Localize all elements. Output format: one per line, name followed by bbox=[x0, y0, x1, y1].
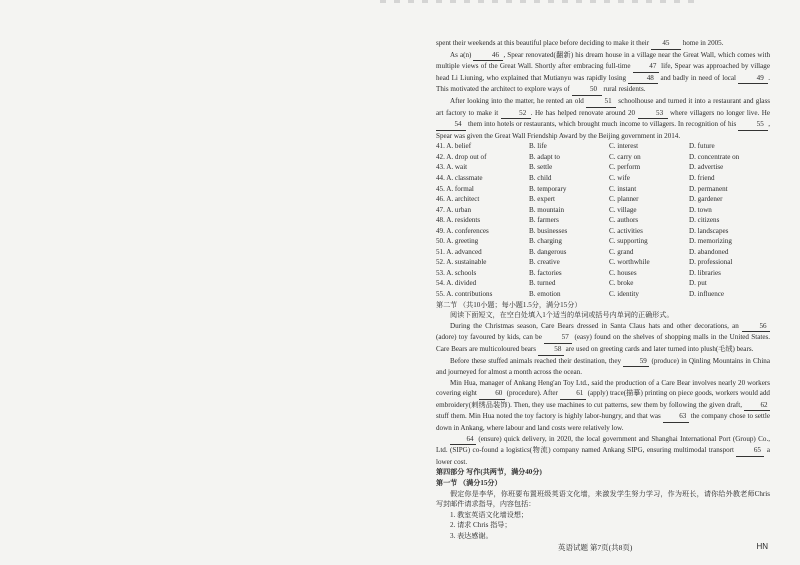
option-c: C. identity bbox=[609, 290, 639, 298]
option-row bbox=[436, 194, 770, 205]
option-row bbox=[436, 152, 770, 163]
blank-60: 60 bbox=[479, 388, 505, 400]
option-row bbox=[436, 184, 770, 195]
option-a: 49. A. conferences bbox=[436, 226, 489, 235]
blank-55: 55 bbox=[738, 119, 768, 131]
blank-54: 54 bbox=[436, 119, 466, 131]
option-a: 51. A. advanced bbox=[436, 247, 482, 256]
option-d: D. concentrate on bbox=[689, 152, 740, 161]
option-d: D. memorizing bbox=[689, 237, 732, 246]
text: . He has helped renovate around 20 bbox=[530, 108, 636, 117]
text: As a(n) bbox=[450, 50, 472, 59]
text: (ensure) quick delivery, in 2020, the local government and Shanghai International Port (Group) Co., Ltd. (SIPG) co-found a logistics(物流) company named Ankang SIPG, ensuring multimodal transport bbox=[436, 434, 770, 455]
option-b: B. turned bbox=[529, 279, 556, 288]
option-row bbox=[436, 162, 770, 173]
text: and badly in need of local bbox=[660, 73, 737, 82]
blank-47: 47 bbox=[633, 61, 659, 73]
option-c: C. grand bbox=[609, 247, 634, 256]
option-d: D. friend bbox=[689, 173, 715, 182]
option-b: B. expert bbox=[529, 195, 556, 204]
option-b: B. charging bbox=[529, 237, 562, 246]
option-a: 42. A. drop out of bbox=[436, 152, 487, 161]
option-b: B. temporary bbox=[529, 184, 567, 193]
text: spent their weekends at this beautiful place before deciding to make it their bbox=[436, 39, 650, 47]
page-number: 英语试题 第7页(共8页) bbox=[558, 543, 633, 552]
option-a: 48. A. residents bbox=[436, 216, 481, 225]
option-b: B. adapt to bbox=[529, 152, 560, 161]
option-b: B. mountain bbox=[529, 205, 565, 214]
text: them into hotels or restaurants, which brought much income to villagers. In recognition of his bbox=[467, 120, 737, 129]
option-c: C. instant bbox=[609, 184, 637, 193]
option-c: C. houses bbox=[609, 268, 637, 277]
writing-prompt: 假定你是李华，你班要布置班级英语文化墙，来激发学生努力学习，作为班长，请你给外教老师Chris写封邮件请求指导，内容包括： bbox=[436, 489, 770, 509]
option-b: B. creative bbox=[529, 258, 560, 267]
blank-56: 56 bbox=[742, 321, 770, 333]
blank-52: 52 bbox=[501, 108, 531, 120]
option-a: 41. A. belief bbox=[436, 142, 472, 151]
option-c: C. worthwhile bbox=[609, 258, 650, 267]
option-row bbox=[436, 173, 770, 184]
text: rural residents. bbox=[603, 85, 646, 94]
writing-item-1: 1. 教室英语文化墙设想； bbox=[450, 510, 529, 519]
option-c: C. planner bbox=[609, 195, 639, 204]
blank-50: 50 bbox=[572, 84, 602, 96]
option-d: D. professional bbox=[689, 258, 733, 267]
region-code: HN bbox=[756, 542, 768, 551]
passage2-para3 bbox=[436, 378, 770, 434]
option-row bbox=[436, 226, 770, 237]
text: , Spear was given the Great Wall Friendship Award by the Beijing government in 2014. bbox=[436, 120, 770, 140]
blank-53: 53 bbox=[638, 108, 668, 120]
text: stuff them. Min Hua noted the toy factory is highly labor-hungry, and that was bbox=[436, 412, 661, 421]
option-c: C. carry on bbox=[609, 152, 641, 161]
passage1-para3 bbox=[436, 96, 770, 141]
text: (easy) found on the shelves of shopping malls in the United States. Care Bears are multicoloured bears bbox=[436, 333, 771, 353]
text: Min Hua, manager of Ankang Heng'an Toy Ltd., said the production of a Care Bear involves nearly 20 workers covering eight bbox=[436, 378, 770, 398]
option-c: C. activities bbox=[609, 226, 643, 235]
blank-63: 63 bbox=[663, 411, 689, 423]
exam-page bbox=[436, 38, 770, 542]
blank-51: 51 bbox=[586, 96, 616, 108]
text: , Spear renovated(翻新) his dream house in a village near the Great Wall, which comes with multiple views of the Great Wall. Shortly after embracing full-time bbox=[436, 50, 771, 71]
text: where villagers no longer live. He bbox=[670, 108, 770, 117]
text: Before these stuffed animals reached their destination, they bbox=[450, 356, 622, 365]
text: a lower cost. bbox=[436, 446, 770, 466]
blank-59: 59 bbox=[623, 356, 649, 368]
passage2-para4 bbox=[436, 434, 770, 468]
blank-48: 48 bbox=[628, 73, 658, 85]
option-d: D. future bbox=[689, 142, 715, 151]
option-b: B. factories bbox=[529, 268, 562, 277]
text: During the Christmas season, Care Bears dressed in Santa Claus hats and other decorations, an bbox=[450, 321, 739, 330]
option-row bbox=[436, 236, 770, 247]
text: the company chose to settle down in Ankang, where labour and land costs were relatively low. bbox=[436, 412, 770, 433]
option-c: C. supporting bbox=[609, 237, 648, 246]
blank-46: 46 bbox=[473, 50, 503, 62]
option-d: D. libraries bbox=[689, 268, 721, 277]
blank-45: 45 bbox=[651, 38, 681, 50]
option-row bbox=[436, 278, 770, 289]
option-a: 50. A. greeting bbox=[436, 237, 479, 246]
blank-64: 64 bbox=[450, 434, 476, 446]
option-row bbox=[436, 215, 770, 226]
text: (apply) trace(描摹) printing on piece goods, workers would add embroidery(刺绣品装饰). Then, they use machines to cut patterns, sew them by following the given draft, bbox=[436, 389, 770, 409]
option-d: D. advertise bbox=[689, 163, 724, 172]
option-d: D. town bbox=[689, 205, 712, 214]
text: (adore) toy favoured by kids, can be bbox=[436, 333, 542, 342]
option-b: B. dangerous bbox=[529, 247, 567, 256]
text: . This motivated the architect to explore ways of bbox=[436, 73, 770, 94]
option-a: 45. A. formal bbox=[436, 184, 474, 193]
option-c: C. perform bbox=[609, 163, 641, 172]
option-c: C. authors bbox=[609, 216, 639, 225]
blank-65: 65 bbox=[736, 445, 764, 457]
option-c: C. interest bbox=[609, 142, 639, 151]
option-row bbox=[436, 289, 770, 300]
option-b: B. emotion bbox=[529, 290, 561, 298]
blank-58: 58 bbox=[538, 344, 564, 356]
option-b: B. settle bbox=[529, 163, 553, 172]
option-a: 44. A. classmate bbox=[436, 173, 483, 182]
options-table bbox=[436, 141, 770, 299]
passage1-para1 bbox=[436, 38, 770, 50]
option-b: B. farmers bbox=[529, 216, 559, 225]
option-d: D. citizens bbox=[689, 216, 720, 225]
option-d: D. influence bbox=[689, 290, 725, 298]
writing-item-2: 2. 请求 Chris 指导； bbox=[450, 521, 512, 530]
option-b: B. child bbox=[529, 173, 552, 182]
text: (procedure). After bbox=[506, 389, 558, 398]
blank-62: 62 bbox=[744, 400, 770, 412]
part4-section1: 第一节 （满分15分） bbox=[436, 479, 502, 488]
text: home in 2005. bbox=[682, 39, 724, 47]
option-a: 47. A. urban bbox=[436, 205, 472, 214]
option-b: B. life bbox=[529, 142, 547, 151]
part4-heading: 第四部分 写作(共两节，满分40分) bbox=[436, 468, 542, 477]
passage2-para2 bbox=[436, 356, 770, 378]
text: After looking into the matter, he rented an old bbox=[450, 96, 584, 105]
option-a: 55. A. contributions bbox=[436, 290, 493, 298]
option-row bbox=[436, 268, 770, 279]
blank-49: 49 bbox=[738, 73, 768, 85]
text: are used on greeting cards and later turned into plush(毛绒) bears. bbox=[565, 344, 754, 353]
option-c: C. broke bbox=[609, 279, 634, 288]
top-bleed-through-text bbox=[380, 0, 700, 3]
option-d: D. permanent bbox=[689, 184, 728, 193]
option-a: 52. A. sustainable bbox=[436, 258, 487, 267]
option-a: 54. A. divided bbox=[436, 279, 477, 288]
option-d: D. gardener bbox=[689, 195, 723, 204]
option-d: D. put bbox=[689, 279, 707, 288]
option-row bbox=[436, 257, 770, 268]
option-row bbox=[436, 205, 770, 216]
section2-instruction: 阅读下面短文，在空白处填入1个适当的单词或括号内单词的正确形式。 bbox=[450, 311, 674, 320]
text: life, Spear was approached by village head Li Liuning, who explained that Mutianyu was rapidly losing bbox=[436, 62, 770, 82]
option-b: B. businesses bbox=[529, 226, 568, 235]
text: (produce) in Qinling Mountains in China and journeyed for almost a month across the ocean. bbox=[436, 356, 770, 377]
option-a: 53. A. schools bbox=[436, 268, 477, 277]
option-row bbox=[436, 141, 770, 152]
option-d: D. abandoned bbox=[689, 247, 729, 256]
option-a: 43. A. wait bbox=[436, 163, 468, 172]
option-c: C. village bbox=[609, 205, 637, 214]
text: schoolhouse and turned it into a restaurant and glass art factory to make it bbox=[436, 96, 770, 117]
section2-heading: 第二节 （共10小题；每小题1.5分，满分15分） bbox=[436, 300, 582, 309]
blank-61: 61 bbox=[560, 388, 586, 400]
passage1-para2 bbox=[436, 50, 770, 96]
option-row bbox=[436, 247, 770, 258]
blank-57: 57 bbox=[544, 332, 572, 344]
option-a: 46. A. architect bbox=[436, 195, 480, 204]
option-c: C. wife bbox=[609, 173, 630, 182]
writing-item-3: 3. 表达感谢。 bbox=[450, 532, 493, 541]
passage2-para1 bbox=[436, 321, 770, 356]
option-d: D. landscapes bbox=[689, 226, 729, 235]
